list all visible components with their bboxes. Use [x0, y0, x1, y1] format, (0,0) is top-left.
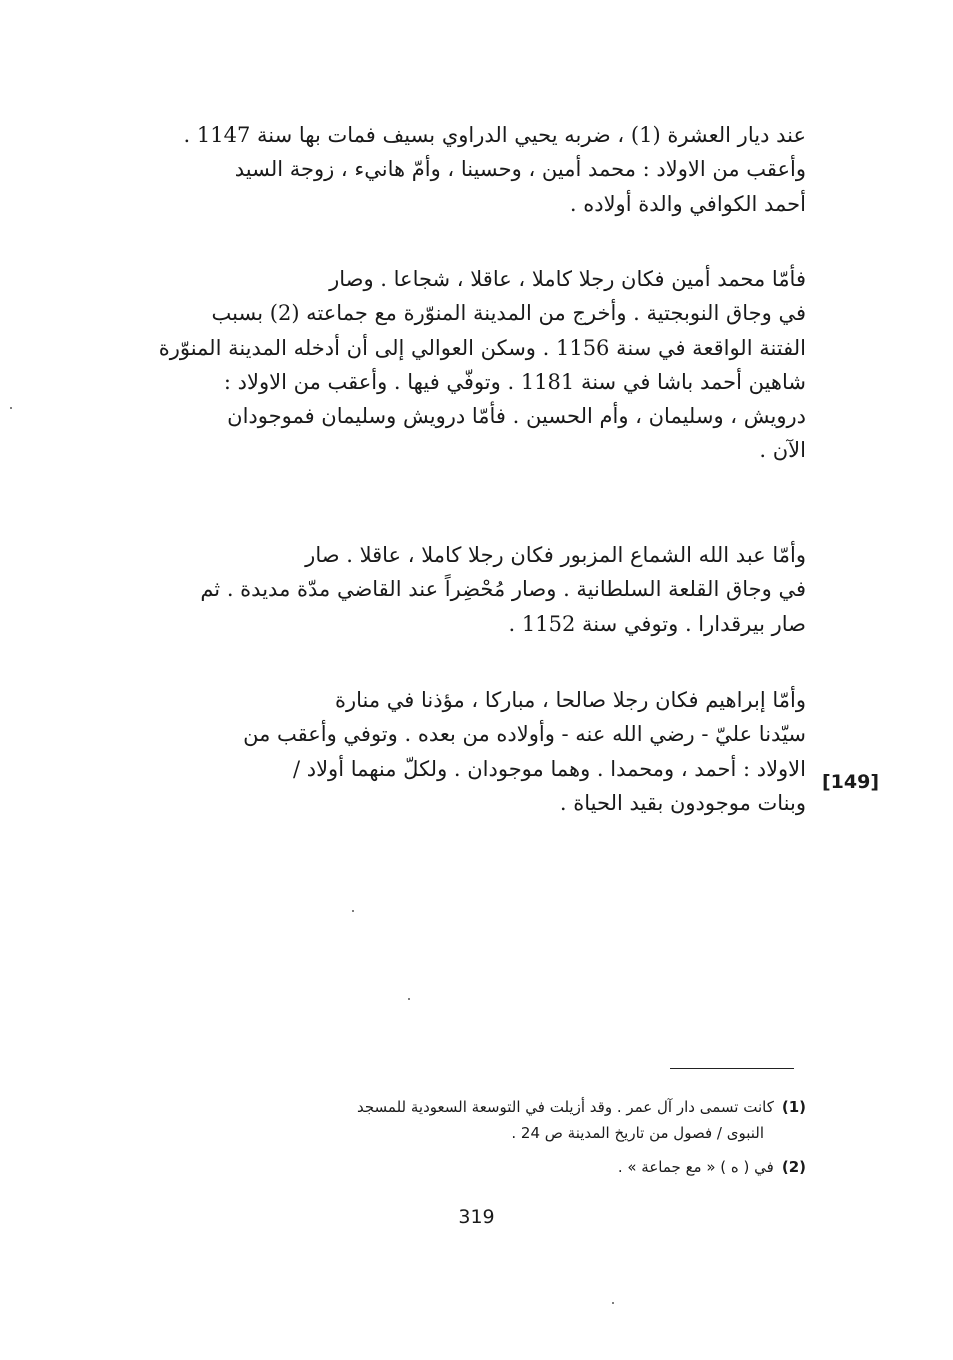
scan-speck [352, 910, 354, 912]
scan-speck [10, 407, 12, 409]
scan-speck [612, 1302, 614, 1304]
footnote-1 [132, 1094, 806, 1146]
text-line: الفتنة الواقعة في سنة 1156 . وسكن العوالي إلى أن أدخله المدينة المنوّرة [158, 335, 806, 360]
footnote-number: (1) [781, 1098, 806, 1116]
footnote-divider [670, 1068, 794, 1069]
footnote-2 [132, 1154, 806, 1180]
scan-speck [408, 998, 410, 1000]
text-line: أحمد الكوافي والدة أولاده . [569, 191, 806, 216]
footnote-number: (2) [781, 1158, 806, 1176]
text-line: الآن . [759, 438, 806, 463]
paragraph-4 [132, 683, 806, 820]
text-line: درويش ، وسليمان ، وأم الحسين . فأمّا درويش وسليمان فموجودان [227, 404, 806, 429]
text-line: وأمّا عبد الله الشماع المزبور فكان رجلا كاملا ، عاقلا . صار [305, 543, 806, 567]
paragraph-2 [132, 262, 806, 468]
text-line: فأمّا محمد أمين فكان رجلا كاملا ، عاقلا ، شجاعا . وصار [329, 267, 806, 291]
text-line: في وجاق القلعة السلطانية . وصار مُحْضِراً عند القاضي مدّة مديدة . ثم [200, 577, 806, 602]
text-line: صار بيرقدارا . وتوفي سنة 1152 . [508, 611, 806, 636]
paragraph-3 [132, 538, 806, 641]
footnote-text-continued: النبوى / فصول من تاريخ المدينة ص 24 . [511, 1124, 764, 1142]
page-number: 319 [458, 1206, 495, 1228]
text-line: عند ديار العشرة (1) ، ضربه يحيي الدراوي بسيف فمات بها سنة 1147 . [183, 123, 806, 147]
paragraph-1 [132, 118, 806, 221]
text-line: وبنات موجودون بقيد الحياة . [559, 790, 806, 815]
manuscript-folio-marker: [149] [822, 771, 880, 793]
text-line: سيّدنا عليّ - رضي الله عنه - وأولاده من بعده . وتوفي وأعقب من [243, 722, 806, 747]
text-line: شاهين أحمد باشا في سنة 1181 . وتوفّي فيها . وأعقب من الاولاد : [223, 369, 806, 394]
footnote-text: في ( ه ) « مع جماعة » . [617, 1158, 774, 1176]
text-line: وأعقب من الاولاد : محمد أمين ، وحسينا ، وأمّ هانيء ، زوجة السيد [234, 157, 806, 182]
text-line: وأمّا إبراهيم فكان رجلا صالحا ، مباركا ، مؤذنا في منارة [335, 688, 806, 712]
footnote-text: كانت تسمى دار آل عمر . وقد أزيلت في التوسعة السعودية للمسجد [356, 1098, 774, 1116]
text-line: في وجاق النوبجتية . وأخرج من المدينة المنوّرة مع جماعته (2) بسبب [211, 301, 806, 326]
text-line: الاولاد : أحمد ، ومحمدا . وهما موجودان . ولكلّ منهما أولاد / [292, 756, 806, 781]
